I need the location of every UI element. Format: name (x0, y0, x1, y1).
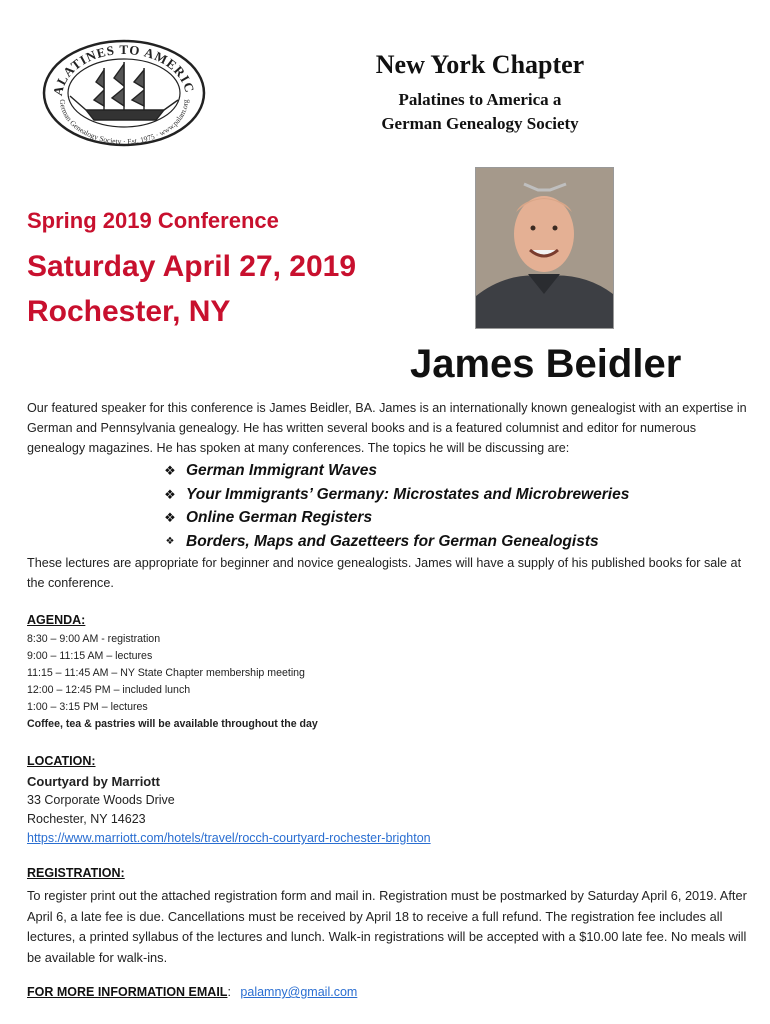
diamond-bullet-icon: ❖ (165, 535, 175, 547)
location-heading: LOCATION: (27, 754, 96, 768)
agenda-item: 12:00 – 12:45 PM – included lunch (27, 684, 191, 696)
agenda-item: 1:00 – 3:15 PM – lectures (27, 701, 148, 713)
diamond-bullet-icon: ❖ (164, 510, 176, 525)
society-line-2: German Genealogy Society (381, 114, 579, 133)
more-info (27, 985, 357, 999)
agenda-note: Coffee, tea & pastries will be available throughout the day (27, 718, 318, 730)
speaker-portrait-icon (476, 168, 613, 328)
location-block (27, 772, 431, 848)
diamond-bullet-icon: ❖ (164, 463, 176, 478)
venue-name: Courtyard by Marriott (27, 774, 160, 789)
event-city: Rochester, NY (27, 295, 231, 328)
agenda-item: 9:00 – 11:15 AM – lectures (27, 650, 153, 662)
speaker-name: James Beidler (410, 342, 682, 386)
list-item (162, 483, 629, 507)
agenda-list (27, 631, 318, 733)
svg-text:German Genealogy Society · Est: German Genealogy Society · Est. 1975 · www.palam.org (57, 99, 191, 147)
conference-name: Spring 2019 Conference (27, 208, 279, 233)
lectures-note: These lectures are appropriate for beginner and novice genealogists. James will have a supply of his published books for sale at the conference. (27, 556, 742, 590)
ship-seal-icon (40, 38, 208, 148)
agenda-item: 11:15 – 11:45 AM – NY State Chapter membership meeting (27, 667, 305, 679)
registration-heading: REGISTRATION: (27, 866, 125, 880)
event-date: Saturday April 27, 2019 (27, 250, 357, 283)
topic-label: Your Immigrants’ Germany: Microstates and Microbreweries (186, 485, 630, 503)
more-info-separator: : (227, 985, 231, 999)
society-name (330, 88, 630, 136)
diamond-bullet-icon: ❖ (164, 486, 176, 502)
speaker-intro: Our featured speaker for this conference is James Beidler, BA. James is an internationally known genealogist with an expertise in German and Pennsylvania genealogy. He has written several books and is a featured columnist and editor for numerous genealogy magazines. He has spoken at many conferences. The topics he will be discussing are: (27, 401, 747, 455)
venue-link[interactable]: https://www.marriott.com/hotels/travel/rocch-courtyard-rochester-brighton (27, 831, 431, 845)
agenda-heading: AGENDA: (27, 613, 86, 627)
topic-label: Borders, Maps and Gazetteers for German Genealogists (186, 532, 599, 550)
society-logo (40, 38, 208, 148)
venue-street: 33 Corporate Woods Drive (27, 793, 175, 807)
svg-text:PALATINES TO AMERICA: ALATINES TO AMERIC (49, 42, 198, 98)
agenda-item: 8:30 – 9:00 AM - registration (27, 633, 161, 645)
speaker-photo (475, 167, 614, 329)
chapter-title: New York Chapter (375, 50, 585, 79)
registration-text: To register print out the attached registration form and mail in. Registration must be postmarked by Saturday April 6, 2019. After April 6, a late fee is due. Cancellations must be received by April 18 to receive a full refund. The registration fee includes all lectures, a printed syllabus of the lectures and lunch. Walk-in registrations will be accepted with a $10.00 late fee. No meals will be available for walk-ins. (27, 888, 747, 965)
topic-label: Online German Registers (186, 509, 373, 526)
contact-email-link[interactable]: palamny@gmail.com (240, 985, 358, 999)
list-item (162, 459, 629, 483)
topic-list (162, 459, 629, 553)
society-line-1: Palatines to America a (398, 90, 562, 109)
venue-city: Rochester, NY 14623 (27, 812, 146, 826)
list-item (162, 506, 629, 530)
list-item (162, 530, 629, 554)
topic-label: German Immigrant Waves (186, 462, 377, 479)
more-info-label: FOR MORE INFORMATION EMAIL (27, 985, 228, 999)
